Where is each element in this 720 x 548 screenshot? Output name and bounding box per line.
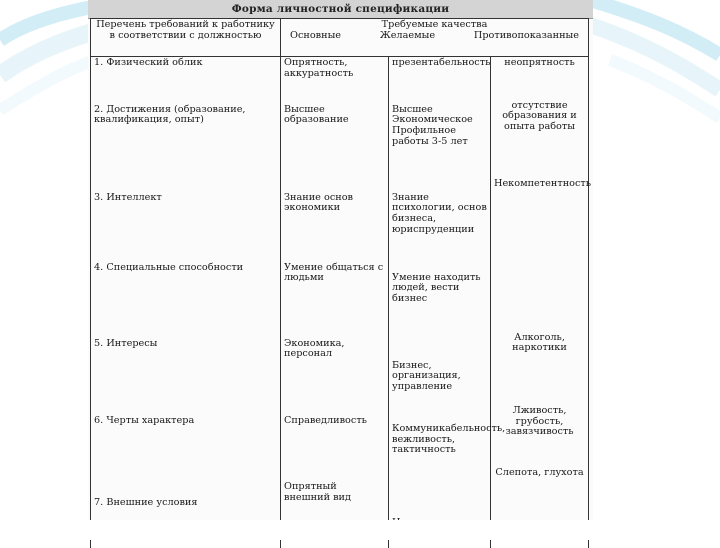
row-requirement: 6. Черты характера: [91, 394, 281, 458]
row-basic: Знание основ экономики: [281, 177, 389, 253]
header-basic: Основные: [290, 29, 342, 41]
row-desired: Умение находить людей, вести бизнес: [389, 253, 491, 321]
header-contra: Противопоказанные: [473, 29, 579, 41]
table-row: [91, 101, 589, 177]
row-requirement: 5. Интересы: [91, 321, 281, 394]
row-contra: Слепота, глухота: [491, 458, 589, 548]
header-qualities: [281, 19, 589, 57]
row-contra: отсутствие образования и опыта работы: [491, 101, 589, 177]
header-row: [91, 19, 589, 57]
row-contra: Некомпетентность: [491, 177, 589, 253]
row-basic: Высшее образование: [281, 101, 389, 177]
table-row: [91, 321, 589, 394]
row-contra: Алкоголь, наркотики: [491, 321, 589, 394]
row-basic: Опрятность, аккуратность: [281, 57, 389, 101]
header-qualities-label: Требуемые качества: [381, 19, 488, 30]
row-basic: Экономика, персонал: [281, 321, 389, 394]
decor-swoosh-right: [590, 0, 720, 120]
document-title: Форма личностной спецификации: [88, 0, 593, 19]
specification-table: [90, 18, 592, 548]
row-requirement: 1. Физический облик: [91, 57, 281, 101]
header-desired: Желаемые: [379, 29, 436, 41]
row-basic: Справедливость: [281, 394, 389, 458]
row-basic: Умение общаться с людьми: [281, 253, 389, 321]
row-contra: [491, 253, 589, 321]
table-row: [91, 177, 589, 253]
row-contra: Лживость, грубость, завязчивость: [491, 394, 589, 458]
row-desired: Коммуникабельность, вежливость, тактичность: [389, 394, 491, 458]
row-contra: неопрятность: [491, 57, 589, 101]
row-requirement: 3. Интеллект: [91, 177, 281, 253]
row-desired: презентабельность: [389, 57, 491, 101]
row-desired: Бизнес, организация, управление: [389, 321, 491, 394]
row-basic: Опрятный внешний вид: [281, 458, 389, 548]
slide-bottom-margin: [0, 520, 720, 540]
row-requirement: 7. Внешние условия: [91, 458, 281, 548]
row-desired: Высшее Экономическое Профильное работы 3-5 лет: [389, 101, 491, 177]
header-requirements: Перечень требований к работнику в соответствии с должностью: [91, 19, 281, 57]
row-requirement: 2. Достижения (образование, квалификация, опыт): [91, 101, 281, 177]
row-requirement: 4. Специальные способности: [91, 253, 281, 321]
header-subcolumns: [284, 31, 585, 42]
table-row: [91, 57, 589, 101]
specification-scan: [88, 0, 593, 520]
row-desired: Знание психологии, основ бизнеса, юриспруденции: [389, 177, 491, 253]
table-row: [91, 253, 589, 321]
table-row: [91, 394, 589, 458]
